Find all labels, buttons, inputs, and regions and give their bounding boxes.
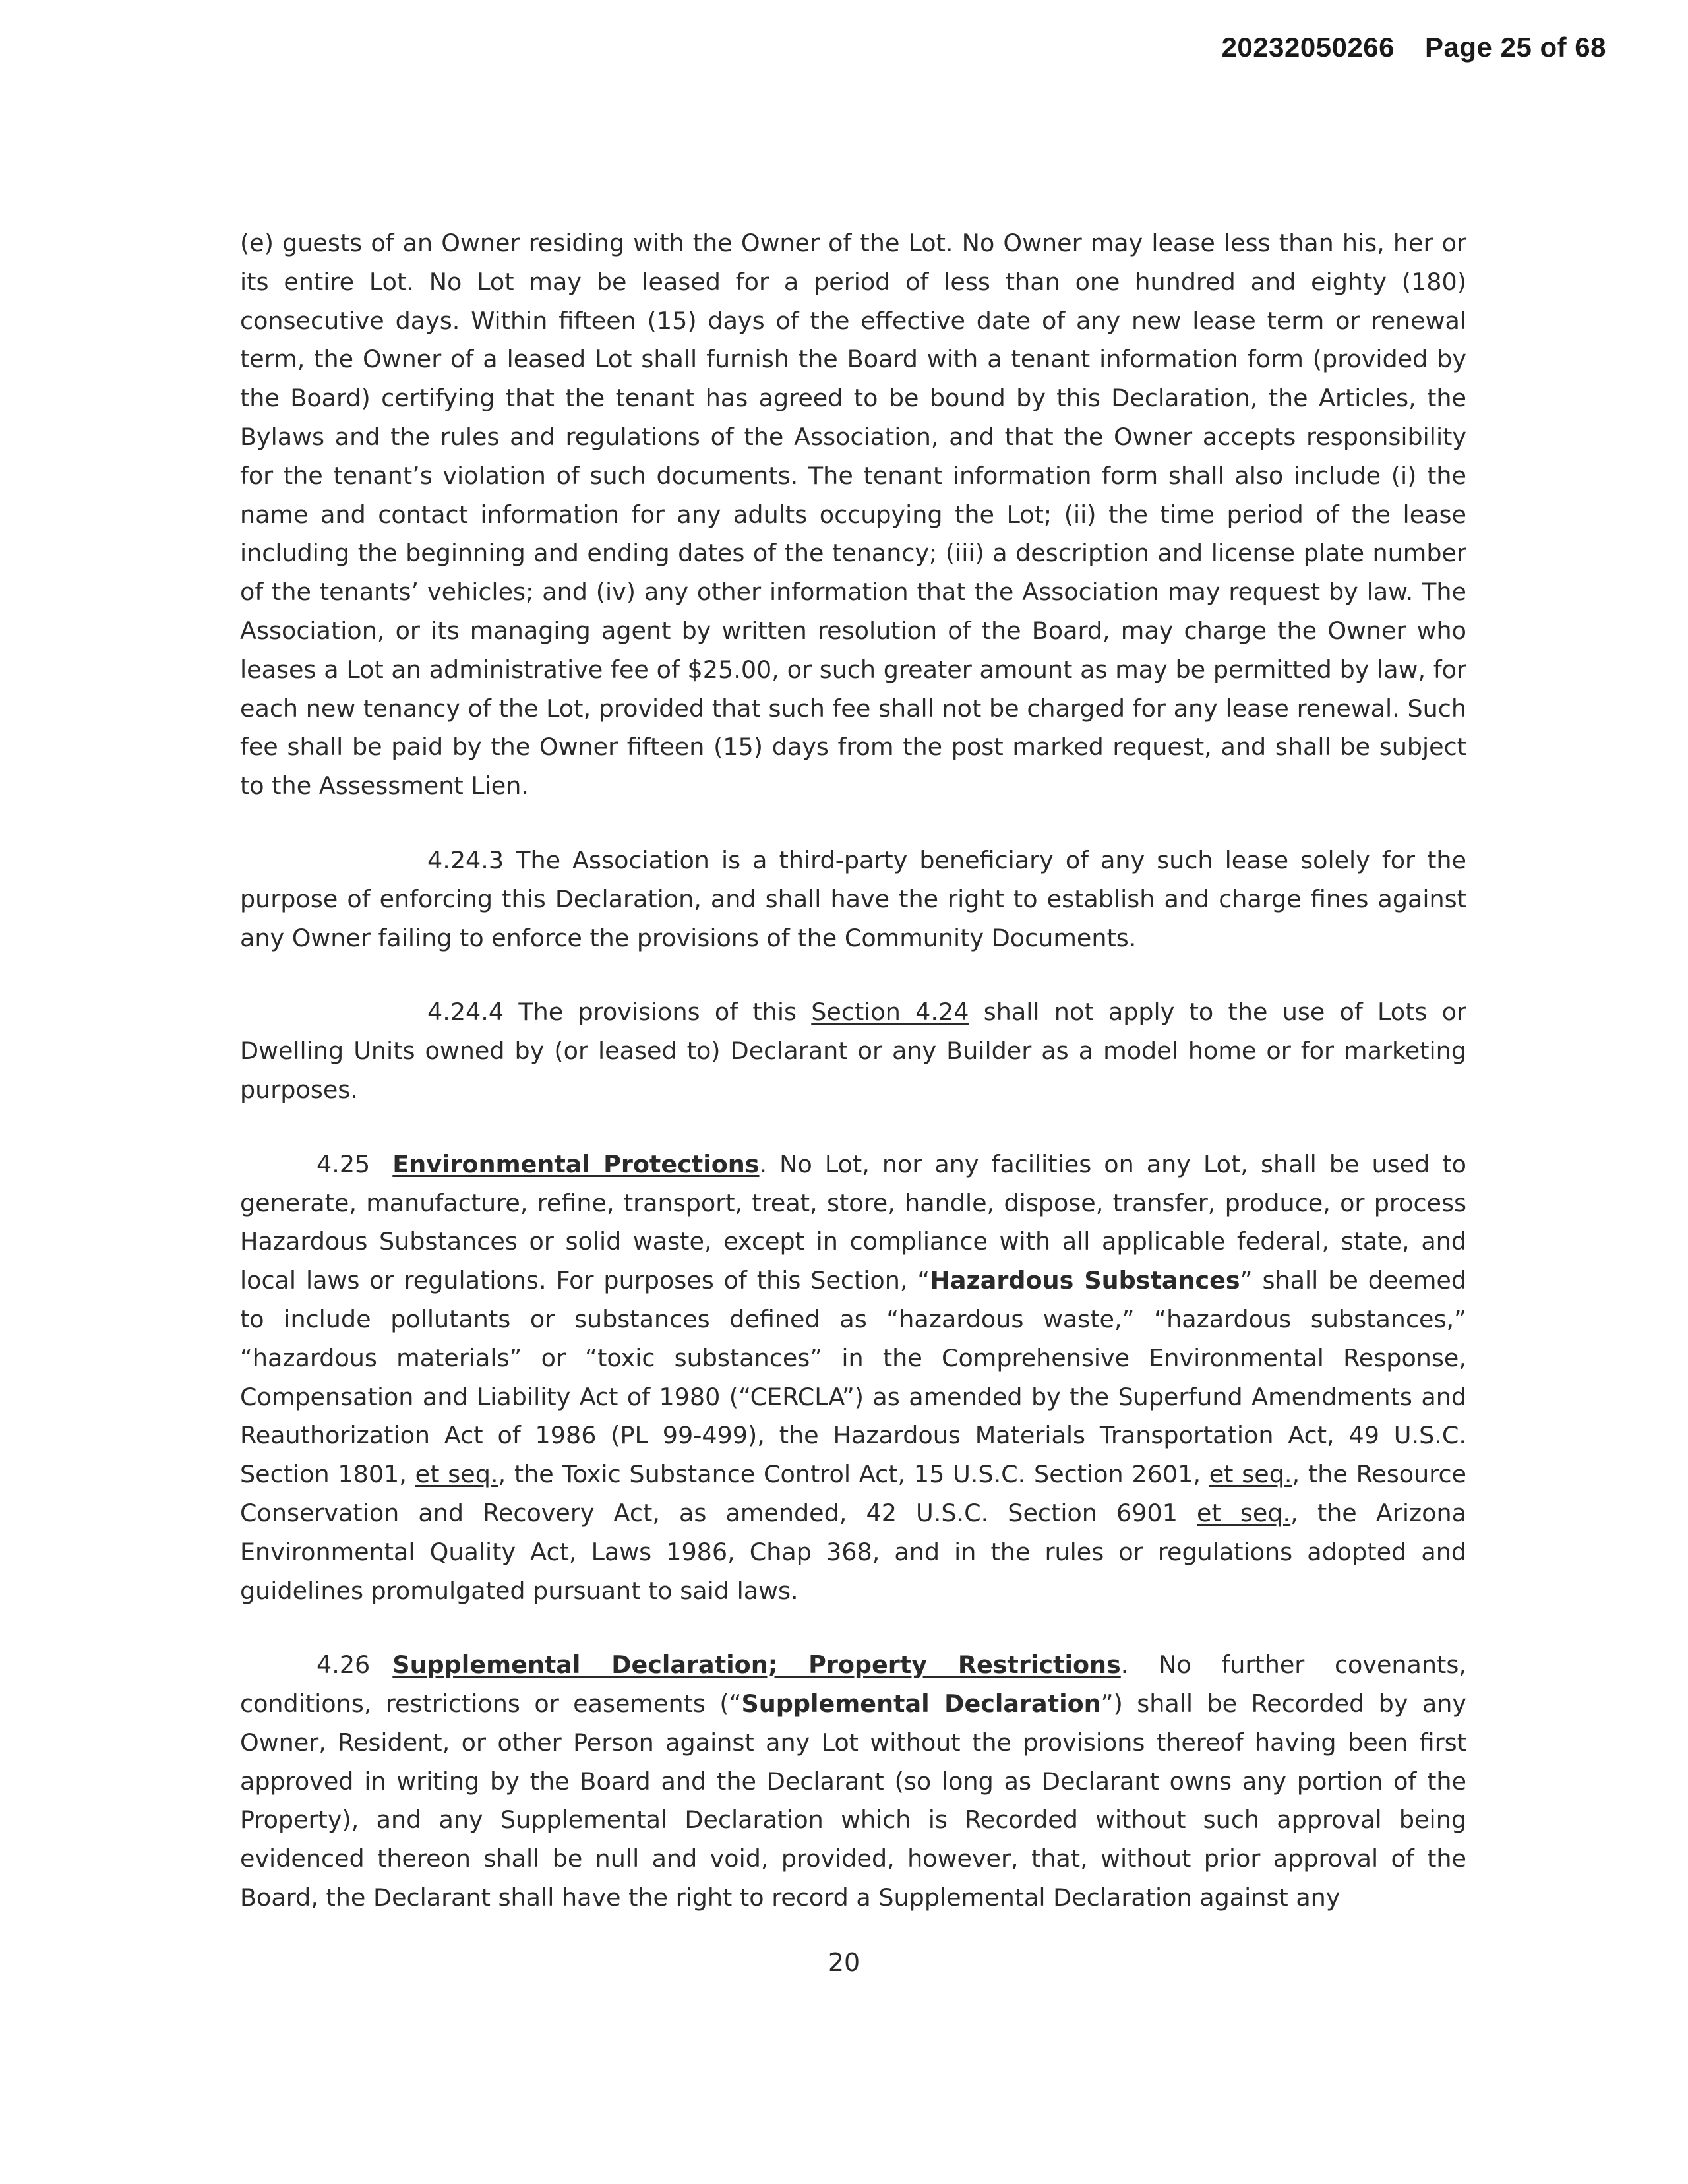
defined-term: Hazardous Substances <box>930 1266 1240 1295</box>
section-title: Environmental Protections <box>392 1149 760 1178</box>
paragraph-text: , the Arizona Environmental Quality Act, Laws 1986, Chap 368, and in the rules or regulations adopted and guidelines promulgated pursuant to said laws. <box>240 1498 1466 1605</box>
paragraph-text: , the Toxic Substance Control Act, 15 U.S.C. Section 2601, <box>498 1460 1209 1489</box>
paragraph-text: ” shall be deemed to include pollutants or substances defined as “hazardous waste,” “hazardous substances,” “hazardous materials” or “toxic substances” in the Comprehensive Environmental Response, Compensation and Liability Act of 1980 (“CERCLA”) as amended by the Superfund Amendments and Reauthorization Act of 1986 (PL 99-499), the Hazardous Materials Transportation Act, 49 U.S.C. Section 1801, <box>240 1266 1467 1489</box>
paragraph-leasing-continued: (e) guests of an Owner residing with the Owner of the Lot. No Owner may lease less than his, her or its entire Lot. No Lot may be leased for a period of less than one hundred and eighty (180) consecutive days. Within fifteen (15) days of the effective date of any new lease term or renewal term, the Owner of a leased Lot shall furnish the Board with a tenant information form (provided by the Board) certifying that the tenant has agreed to be bound by this Declaration, the Articles, the Bylaws and the rules and regulations of the Association, and that the Owner accepts responsibility for the tenant’s violation of such documents. The tenant information form shall also include (i) the name and contact information for any adults occupying the Lot; (ii) the time period of the lease including the beginning and ending dates of the tenancy; (iii) a description and license plate number of the tenants’ vehicles; and (iv) any other information that the Association may request by law. The Association, or its managing agent by written resolution of the Board, may charge the Owner who leases a Lot an administrative fee of $25.00, or such greater amount as may be permitted by law, for each new tenancy of the Lot, provided that such fee shall not be charged for any lease renewal. Such fee shall be paid by the Owner fifteen (15) days from the post marked request, and shall be subject to the Assessment Lien. <box>240 229 1466 801</box>
section-number: 4.26 <box>316 1651 371 1680</box>
section-number: 4.25 <box>316 1149 371 1178</box>
page-number: 20 <box>828 1948 860 1977</box>
page-label: Page 25 of 68 <box>1425 32 1606 63</box>
paragraph-text: . No further covenants, conditions, restrictions or easements (“ <box>240 1651 1466 1718</box>
paragraph-4-24-3: 4.24.3 The Association is a third-party beneficiary of any such lease solely for the purpose of enforcing this Declaration, and shall have the right to establish and charge fines against any Owner failing to enforce the provisions of the Community Documents. <box>240 845 1466 952</box>
page-header <box>1222 32 1606 63</box>
document-number: 20232050266 <box>1221 32 1395 63</box>
et-seq: et seq. <box>1209 1460 1292 1489</box>
et-seq: et seq. <box>1197 1498 1291 1527</box>
defined-term: Supplemental Declaration <box>741 1689 1101 1718</box>
section-4-26 <box>240 1646 1466 1918</box>
paragraph-text: 4.24.4 The provisions of this <box>427 998 812 1027</box>
section-4-25 <box>240 1145 1466 1611</box>
paragraph-text: . No Lot, nor any facilities on any Lot, shall be used to generate, manufacture, refine, transport, treat, store, handle, dispose, transfer, produce, or process Hazardous Substances or solid waste, except in compliance with all applicable federal, state, and local laws or regulations. For purposes of this Section, “ <box>240 1149 1467 1295</box>
paragraph-text: shall not apply to the use of Lots or Dwelling Units owned by (or leased to) Declarant or any Builder as a model home or for marketing purposes. <box>240 998 1467 1104</box>
section-title: Supplemental Declaration; Property Restrictions <box>392 1651 1121 1680</box>
paragraph-4-24-4 <box>240 993 1466 1109</box>
section-reference: Section 4.24 <box>811 998 969 1027</box>
document-body <box>240 224 1466 1953</box>
paragraph-text: ”) shall be Recorded by any Owner, Resident, or other Person against any Lot without the provisions thereof having been first approved in writing by the Board and the Declarant (so long as Declarant owns any portion of the Property), and any Supplemental Declaration which is Recorded without such approval being evidenced thereon shall be null and void, provided, however, that, without prior approval of the Board, the Declarant shall have the right to record a Supplemental Declaration against any <box>240 1689 1466 1912</box>
paragraph-text: , the Resource Conservation and Recovery Act, as amended, 42 U.S.C. Section 6901 <box>240 1460 1466 1527</box>
et-seq: et seq. <box>415 1460 498 1489</box>
